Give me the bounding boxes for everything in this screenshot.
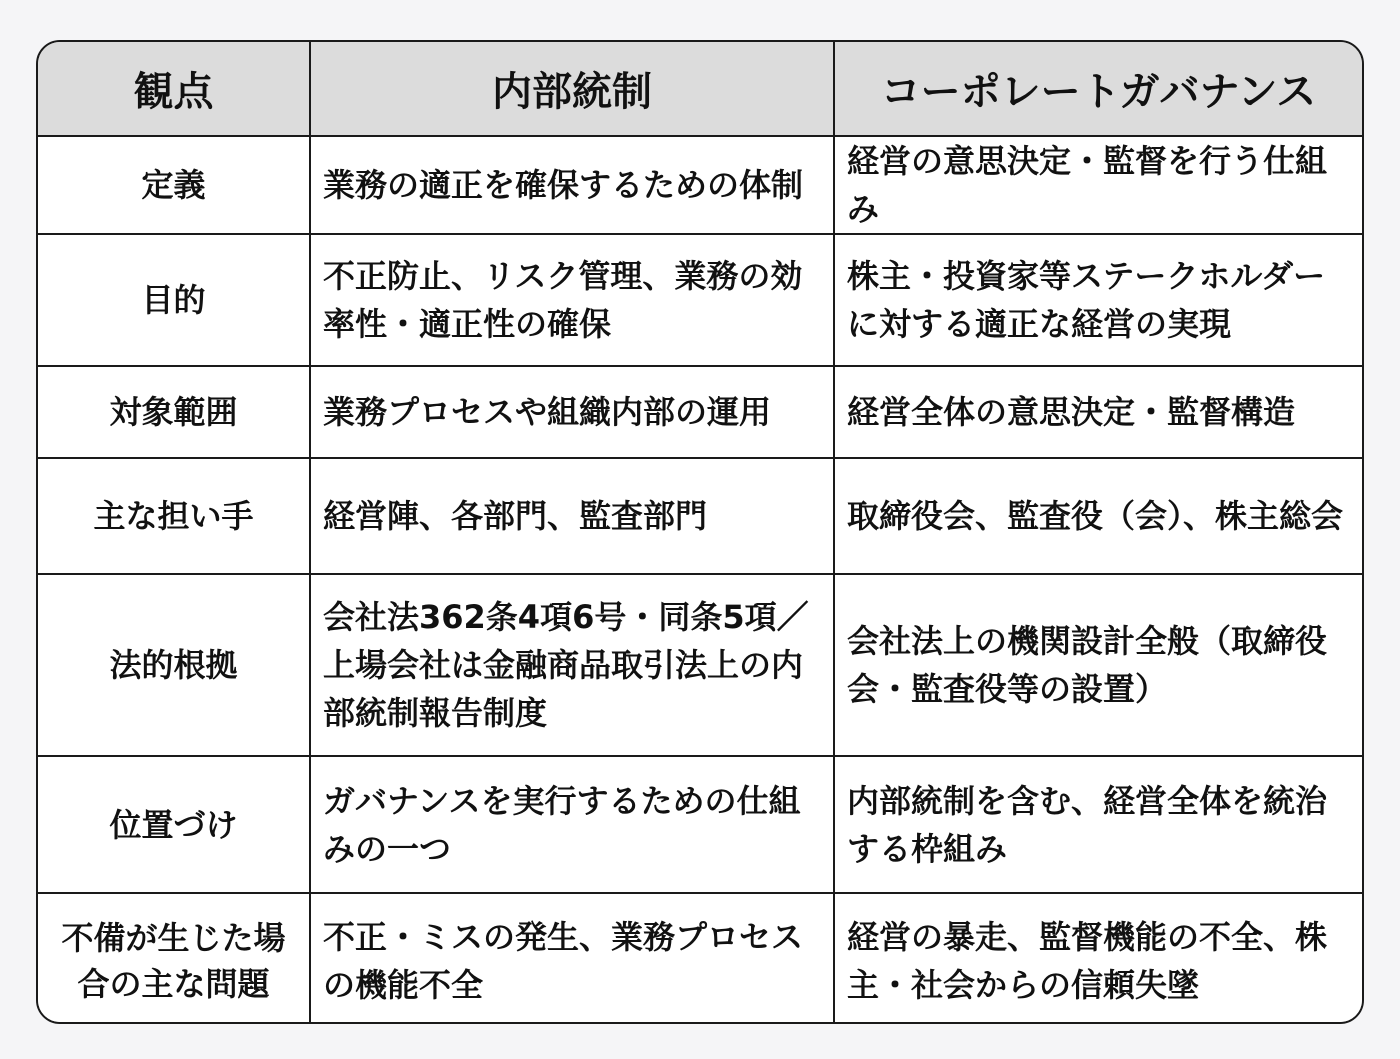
row-aspect-cell: 主な担い手: [38, 458, 310, 574]
table-row: [38, 458, 1362, 574]
table-row: [38, 366, 1362, 458]
row-aspect-cell: 目的: [38, 234, 310, 366]
internal-control-cell: 経営陣、各部門、監査部門: [310, 458, 834, 574]
row-aspect-cell: 定義: [38, 136, 310, 234]
table-row: [38, 234, 1362, 366]
row-aspect-cell: 不備が生じた場合の主な問題: [38, 893, 310, 1024]
table-row: [38, 756, 1362, 893]
corporate-governance-cell: 株主・投資家等ステークホルダーに対する適正な経営の実現: [834, 234, 1362, 366]
internal-control-cell: 業務プロセスや組織内部の運用: [310, 366, 834, 458]
row-aspect-cell: 位置づけ: [38, 756, 310, 893]
table-row: [38, 136, 1362, 234]
table-row: [38, 574, 1362, 756]
corporate-governance-cell: 経営全体の意思決定・監督構造: [834, 366, 1362, 458]
internal-control-cell: ガバナンスを実行するための仕組みの一つ: [310, 756, 834, 893]
internal-control-cell: 会社法362条4項6号・同条5項／上場会社は金融商品取引法上の内部統制報告制度: [310, 574, 834, 756]
corporate-governance-cell: 取締役会、監査役（会）、株主総会: [834, 458, 1362, 574]
corporate-governance-cell: 経営の暴走、監督機能の不全、株主・社会からの信頼失墜: [834, 893, 1362, 1024]
comparison-grid: [38, 42, 1362, 1024]
corporate-governance-cell: 経営の意思決定・監督を行う仕組み: [834, 136, 1362, 234]
header-corporate-governance: コーポレートガバナンス: [834, 42, 1362, 136]
row-aspect-cell: 法的根拠: [38, 574, 310, 756]
internal-control-cell: 業務の適正を確保するための体制: [310, 136, 834, 234]
row-aspect-cell: 対象範囲: [38, 366, 310, 458]
header-aspect: 観点: [38, 42, 310, 136]
comparison-table: [36, 40, 1364, 1024]
corporate-governance-cell: 内部統制を含む、経営全体を統治する枠組み: [834, 756, 1362, 893]
internal-control-cell: 不正防止、リスク管理、業務の効率性・適正性の確保: [310, 234, 834, 366]
header-row: [38, 42, 1362, 136]
table-row: [38, 893, 1362, 1024]
header-internal-control: 内部統制: [310, 42, 834, 136]
corporate-governance-cell: 会社法上の機関設計全般（取締役会・監査役等の設置）: [834, 574, 1362, 756]
internal-control-cell: 不正・ミスの発生、業務プロセスの機能不全: [310, 893, 834, 1024]
